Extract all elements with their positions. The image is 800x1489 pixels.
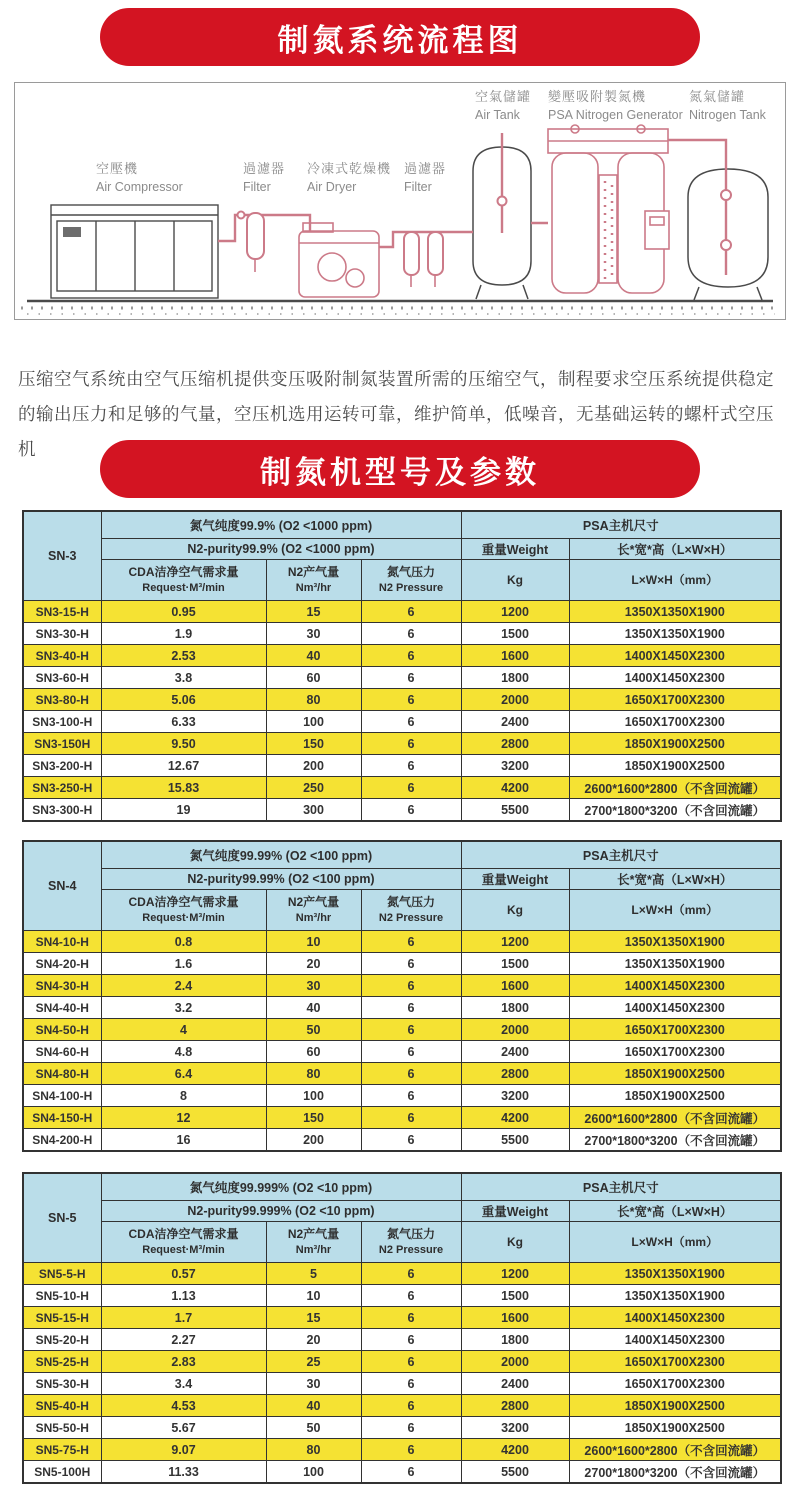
value-cell: 10 bbox=[266, 1285, 361, 1307]
model-cell: SN5-100H bbox=[23, 1461, 101, 1484]
table-row bbox=[23, 953, 781, 975]
table-row bbox=[23, 1041, 781, 1063]
value-cell: 6 bbox=[361, 623, 461, 645]
table-row bbox=[23, 667, 781, 689]
model-cell: SN5-75-H bbox=[23, 1439, 101, 1461]
value-cell: 15 bbox=[266, 1307, 361, 1329]
model-cell: SN3-150H bbox=[23, 733, 101, 755]
value-cell: 1350X1350X1900 bbox=[569, 1285, 781, 1307]
purity-en-header: N2-purity99.9% (O2 <1000 ppm) bbox=[101, 539, 461, 560]
series-name: SN-3 bbox=[23, 511, 101, 601]
value-cell: 1800 bbox=[461, 997, 569, 1019]
value-cell: 1500 bbox=[461, 953, 569, 975]
table-row bbox=[23, 1063, 781, 1085]
value-cell: 25 bbox=[266, 1351, 361, 1373]
spec-table-sn5 bbox=[22, 1172, 782, 1484]
value-cell: 2600*1600*2800（不含回流罐） bbox=[569, 777, 781, 799]
model-cell: SN3-60-H bbox=[23, 667, 101, 689]
value-cell: 1400X1450X2300 bbox=[569, 997, 781, 1019]
value-cell: 1200 bbox=[461, 931, 569, 953]
model-cell: SN4-200-H bbox=[23, 1129, 101, 1152]
value-cell: 1400X1450X2300 bbox=[569, 645, 781, 667]
sn5-rows bbox=[23, 1263, 781, 1484]
value-cell: 8 bbox=[101, 1085, 266, 1107]
value-cell: 80 bbox=[266, 1439, 361, 1461]
value-cell: 4200 bbox=[461, 1439, 569, 1461]
model-cell: SN4-100-H bbox=[23, 1085, 101, 1107]
flow-diagram-banner bbox=[100, 8, 700, 66]
value-cell: 10 bbox=[266, 931, 361, 953]
value-cell: 6 bbox=[361, 1373, 461, 1395]
model-cell: SN4-40-H bbox=[23, 997, 101, 1019]
model-cell: SN3-300-H bbox=[23, 799, 101, 822]
value-cell: 1800 bbox=[461, 1329, 569, 1351]
value-cell: 4 bbox=[101, 1019, 266, 1041]
model-cell: SN5-40-H bbox=[23, 1395, 101, 1417]
value-cell: 250 bbox=[266, 777, 361, 799]
value-cell: 60 bbox=[266, 1041, 361, 1063]
nitrogen-tank-drawing bbox=[688, 169, 768, 300]
value-cell: 2.83 bbox=[101, 1351, 266, 1373]
value-cell: 6 bbox=[361, 755, 461, 777]
value-cell: 1200 bbox=[461, 1263, 569, 1285]
value-cell: 100 bbox=[266, 711, 361, 733]
model-cell: SN4-50-H bbox=[23, 1019, 101, 1041]
value-cell: 6.33 bbox=[101, 711, 266, 733]
air-dryer-label-en: Air Dryer bbox=[307, 180, 357, 194]
cda-header: CDA洁净空气需求量 Request·M³/min bbox=[101, 560, 266, 601]
value-cell: 3.2 bbox=[101, 997, 266, 1019]
value-cell: 2.53 bbox=[101, 645, 266, 667]
value-cell: 1800 bbox=[461, 667, 569, 689]
table-row bbox=[23, 1439, 781, 1461]
system-description: 压缩空气系统由空气压缩机提供变压吸附制氮装置所需的压缩空气，制程要求空压系统提供稳定的输出压力和足够的气量，空压机选用运转可靠，维护简单，低噪音，无基础运转的螺杆式空压机 bbox=[18, 368, 774, 459]
purity-en-header: N2-purity99.99% (O2 <100 ppm) bbox=[101, 869, 461, 890]
value-cell: 1400X1450X2300 bbox=[569, 667, 781, 689]
psa-generator-drawing bbox=[548, 125, 669, 293]
value-cell: 1850X1900X2500 bbox=[569, 1085, 781, 1107]
value-cell: 6 bbox=[361, 733, 461, 755]
value-cell: 1350X1350X1900 bbox=[569, 953, 781, 975]
value-cell: 6 bbox=[361, 1461, 461, 1484]
spec-table-sn4 bbox=[22, 840, 782, 1152]
value-cell: 100 bbox=[266, 1085, 361, 1107]
n2-pressure-header: 氮气压力 N2 Pressure bbox=[361, 1222, 461, 1263]
value-cell: 2700*1800*3200（不含回流罐） bbox=[569, 1129, 781, 1152]
value-cell: 6 bbox=[361, 1351, 461, 1373]
model-cell: SN5-30-H bbox=[23, 1373, 101, 1395]
value-cell: 6 bbox=[361, 689, 461, 711]
table-row bbox=[23, 931, 781, 953]
table-row bbox=[23, 1461, 781, 1484]
value-cell: 0.8 bbox=[101, 931, 266, 953]
model-cell: SN5-50-H bbox=[23, 1417, 101, 1439]
model-cell: SN4-150-H bbox=[23, 1107, 101, 1129]
value-cell: 6 bbox=[361, 711, 461, 733]
table-row bbox=[23, 1129, 781, 1152]
psa-generator-label-zh: 變壓吸附製氮機 bbox=[548, 89, 647, 104]
dims-header: 长*宽*高（L×W×H） bbox=[569, 869, 781, 890]
value-cell: 1650X1700X2300 bbox=[569, 1041, 781, 1063]
value-cell: 150 bbox=[266, 1107, 361, 1129]
value-cell: 6 bbox=[361, 1263, 461, 1285]
n2-output-header: N2产气量 Nm³/hr bbox=[266, 560, 361, 601]
value-cell: 2000 bbox=[461, 1351, 569, 1373]
value-cell: 5.06 bbox=[101, 689, 266, 711]
value-cell: 2400 bbox=[461, 1373, 569, 1395]
value-cell: 3.8 bbox=[101, 667, 266, 689]
lwh-header: L×W×H（mm） bbox=[569, 1222, 781, 1263]
table-row bbox=[23, 1417, 781, 1439]
kg-header: Kg bbox=[461, 890, 569, 931]
value-cell: 1650X1700X2300 bbox=[569, 689, 781, 711]
value-cell: 2600*1600*2800（不含回流罐） bbox=[569, 1107, 781, 1129]
psa-size-header: PSA主机尺寸 bbox=[461, 1173, 781, 1201]
model-cell: SN3-30-H bbox=[23, 623, 101, 645]
value-cell: 1650X1700X2300 bbox=[569, 1373, 781, 1395]
value-cell: 1.13 bbox=[101, 1285, 266, 1307]
value-cell: 5 bbox=[266, 1263, 361, 1285]
value-cell: 6 bbox=[361, 1395, 461, 1417]
value-cell: 30 bbox=[266, 623, 361, 645]
value-cell: 80 bbox=[266, 689, 361, 711]
value-cell: 4200 bbox=[461, 777, 569, 799]
value-cell: 6 bbox=[361, 1019, 461, 1041]
value-cell: 2000 bbox=[461, 689, 569, 711]
air-dryer-label-zh: 冷凍式乾燥機 bbox=[307, 161, 392, 176]
models-params-banner bbox=[100, 440, 700, 498]
n2-pressure-header: 氮气压力 N2 Pressure bbox=[361, 560, 461, 601]
model-cell: SN5-25-H bbox=[23, 1351, 101, 1373]
value-cell: 1350X1350X1900 bbox=[569, 931, 781, 953]
value-cell: 150 bbox=[266, 733, 361, 755]
piping bbox=[218, 133, 726, 275]
model-cell: SN3-15-H bbox=[23, 601, 101, 623]
series-name: SN-4 bbox=[23, 841, 101, 931]
dims-header: 长*宽*高（L×W×H） bbox=[569, 539, 781, 560]
purity-zh-header: 氮气纯度99.9% (O2 <1000 ppm) bbox=[101, 511, 461, 539]
value-cell: 2800 bbox=[461, 733, 569, 755]
psa-size-header: PSA主机尺寸 bbox=[461, 511, 781, 539]
value-cell: 1350X1350X1900 bbox=[569, 1263, 781, 1285]
value-cell: 2800 bbox=[461, 1063, 569, 1085]
value-cell: 5500 bbox=[461, 799, 569, 822]
value-cell: 60 bbox=[266, 667, 361, 689]
value-cell: 6 bbox=[361, 931, 461, 953]
air-tank-label-zh: 空氣儲罐 bbox=[475, 89, 532, 104]
value-cell: 1.6 bbox=[101, 953, 266, 975]
table-row bbox=[23, 1395, 781, 1417]
table-row bbox=[23, 733, 781, 755]
table-row bbox=[23, 689, 781, 711]
value-cell: 6 bbox=[361, 975, 461, 997]
value-cell: 12 bbox=[101, 1107, 266, 1129]
n2-output-header: N2产气量 Nm³/hr bbox=[266, 1222, 361, 1263]
psa-size-header: PSA主机尺寸 bbox=[461, 841, 781, 869]
value-cell: 1400X1450X2300 bbox=[569, 975, 781, 997]
spec-table-sn3 bbox=[22, 510, 782, 822]
model-cell: SN3-200-H bbox=[23, 755, 101, 777]
value-cell: 3200 bbox=[461, 755, 569, 777]
air-compressor-drawing bbox=[51, 205, 218, 298]
value-cell: 1850X1900X2500 bbox=[569, 1395, 781, 1417]
value-cell: 0.57 bbox=[101, 1263, 266, 1285]
value-cell: 9.50 bbox=[101, 733, 266, 755]
value-cell: 6 bbox=[361, 953, 461, 975]
value-cell: 6 bbox=[361, 1107, 461, 1129]
value-cell: 1.9 bbox=[101, 623, 266, 645]
table-row bbox=[23, 755, 781, 777]
model-cell: SN5-20-H bbox=[23, 1329, 101, 1351]
n2-pressure-header: 氮气压力 N2 Pressure bbox=[361, 890, 461, 931]
value-cell: 2.27 bbox=[101, 1329, 266, 1351]
value-cell: 15 bbox=[266, 601, 361, 623]
table-row bbox=[23, 623, 781, 645]
value-cell: 1850X1900X2500 bbox=[569, 1417, 781, 1439]
table-row bbox=[23, 799, 781, 822]
value-cell: 5.67 bbox=[101, 1417, 266, 1439]
value-cell: 1600 bbox=[461, 645, 569, 667]
cda-header: CDA洁净空气需求量 Request·M³/min bbox=[101, 890, 266, 931]
weight-header: 重量Weight bbox=[461, 1201, 569, 1222]
value-cell: 1400X1450X2300 bbox=[569, 1307, 781, 1329]
ground-line bbox=[21, 301, 779, 314]
psa-generator-label-en: PSA Nitrogen Generator bbox=[548, 108, 683, 122]
value-cell: 11.33 bbox=[101, 1461, 266, 1484]
table-row bbox=[23, 1019, 781, 1041]
value-cell: 6 bbox=[361, 1041, 461, 1063]
purity-en-header: N2-purity99.999% (O2 <10 ppm) bbox=[101, 1201, 461, 1222]
model-cell: SN4-20-H bbox=[23, 953, 101, 975]
value-cell: 1850X1900X2500 bbox=[569, 755, 781, 777]
filter1-label-en: Filter bbox=[243, 180, 271, 194]
value-cell: 6 bbox=[361, 1329, 461, 1351]
model-cell: SN3-40-H bbox=[23, 645, 101, 667]
air-dryer-drawing bbox=[299, 223, 379, 297]
value-cell: 40 bbox=[266, 997, 361, 1019]
kg-header: Kg bbox=[461, 1222, 569, 1263]
value-cell: 80 bbox=[266, 1063, 361, 1085]
table-row bbox=[23, 1373, 781, 1395]
value-cell: 6 bbox=[361, 1063, 461, 1085]
value-cell: 3.4 bbox=[101, 1373, 266, 1395]
value-cell: 16 bbox=[101, 1129, 266, 1152]
value-cell: 15.83 bbox=[101, 777, 266, 799]
value-cell: 6 bbox=[361, 1439, 461, 1461]
value-cell: 6 bbox=[361, 799, 461, 822]
value-cell: 6 bbox=[361, 1129, 461, 1152]
value-cell: 2400 bbox=[461, 1041, 569, 1063]
value-cell: 6 bbox=[361, 1285, 461, 1307]
model-cell: SN4-10-H bbox=[23, 931, 101, 953]
nitrogen-tank-label-zh: 氮氣儲罐 bbox=[689, 89, 746, 104]
value-cell: 30 bbox=[266, 1373, 361, 1395]
value-cell: 40 bbox=[266, 645, 361, 667]
value-cell: 1.7 bbox=[101, 1307, 266, 1329]
lwh-header: L×W×H（mm） bbox=[569, 560, 781, 601]
value-cell: 50 bbox=[266, 1019, 361, 1041]
series-name: SN-5 bbox=[23, 1173, 101, 1263]
value-cell: 4.8 bbox=[101, 1041, 266, 1063]
value-cell: 2600*1600*2800（不含回流罐） bbox=[569, 1439, 781, 1461]
value-cell: 200 bbox=[266, 1129, 361, 1152]
model-cell: SN3-250-H bbox=[23, 777, 101, 799]
flow-diagram-drawing bbox=[15, 83, 785, 317]
value-cell: 6 bbox=[361, 997, 461, 1019]
model-cell: SN4-30-H bbox=[23, 975, 101, 997]
value-cell: 1350X1350X1900 bbox=[569, 601, 781, 623]
value-cell: 1850X1900X2500 bbox=[569, 1063, 781, 1085]
cda-header: CDA洁净空气需求量 Request·M³/min bbox=[101, 1222, 266, 1263]
value-cell: 6 bbox=[361, 601, 461, 623]
air-compressor-label-en: Air Compressor bbox=[96, 180, 183, 194]
sn4-rows bbox=[23, 931, 781, 1152]
value-cell: 40 bbox=[266, 1395, 361, 1417]
model-cell: SN5-5-H bbox=[23, 1263, 101, 1285]
value-cell: 300 bbox=[266, 799, 361, 822]
value-cell: 4200 bbox=[461, 1107, 569, 1129]
value-cell: 1500 bbox=[461, 1285, 569, 1307]
n2-output-header: N2产气量 Nm³/hr bbox=[266, 890, 361, 931]
kg-header: Kg bbox=[461, 560, 569, 601]
value-cell: 3200 bbox=[461, 1417, 569, 1439]
value-cell: 1200 bbox=[461, 601, 569, 623]
dims-header: 长*宽*高（L×W×H） bbox=[569, 1201, 781, 1222]
value-cell: 3200 bbox=[461, 1085, 569, 1107]
value-cell: 20 bbox=[266, 1329, 361, 1351]
lwh-header: L×W×H（mm） bbox=[569, 890, 781, 931]
flow-diagram-title: 制氮系统流程图 bbox=[277, 22, 523, 58]
filter1-label-zh: 過濾器 bbox=[243, 161, 286, 176]
value-cell: 5500 bbox=[461, 1461, 569, 1484]
value-cell: 1400X1450X2300 bbox=[569, 1329, 781, 1351]
process-flow-diagram bbox=[14, 82, 786, 320]
value-cell: 6 bbox=[361, 645, 461, 667]
value-cell: 1500 bbox=[461, 623, 569, 645]
value-cell: 1600 bbox=[461, 975, 569, 997]
table-row bbox=[23, 997, 781, 1019]
model-cell: SN5-15-H bbox=[23, 1307, 101, 1329]
table-row bbox=[23, 1263, 781, 1285]
value-cell: 2800 bbox=[461, 1395, 569, 1417]
table-row bbox=[23, 1307, 781, 1329]
table-row bbox=[23, 1285, 781, 1307]
models-params-title: 制氮机型号及参数 bbox=[260, 454, 540, 490]
filter-2-drawing bbox=[404, 232, 443, 287]
model-cell: SN4-60-H bbox=[23, 1041, 101, 1063]
value-cell: 2000 bbox=[461, 1019, 569, 1041]
value-cell: 30 bbox=[266, 975, 361, 997]
value-cell: 1850X1900X2500 bbox=[569, 733, 781, 755]
air-tank-label-en: Air Tank bbox=[475, 108, 520, 122]
table-row bbox=[23, 601, 781, 623]
filter-1-drawing bbox=[247, 213, 264, 272]
model-cell: SN3-80-H bbox=[23, 689, 101, 711]
value-cell: 200 bbox=[266, 755, 361, 777]
value-cell: 5500 bbox=[461, 1129, 569, 1152]
value-cell: 6 bbox=[361, 1307, 461, 1329]
nitrogen-tank-label-en: Nitrogen Tank bbox=[689, 108, 766, 122]
table-row bbox=[23, 711, 781, 733]
table-row bbox=[23, 1085, 781, 1107]
table-row bbox=[23, 975, 781, 997]
filter2-label-en: Filter bbox=[404, 180, 432, 194]
value-cell: 4.53 bbox=[101, 1395, 266, 1417]
value-cell: 0.95 bbox=[101, 601, 266, 623]
value-cell: 12.67 bbox=[101, 755, 266, 777]
value-cell: 6 bbox=[361, 1417, 461, 1439]
value-cell: 50 bbox=[266, 1417, 361, 1439]
purity-zh-header: 氮气纯度99.999% (O2 <10 ppm) bbox=[101, 1173, 461, 1201]
value-cell: 1350X1350X1900 bbox=[569, 623, 781, 645]
purity-zh-header: 氮气纯度99.99% (O2 <100 ppm) bbox=[101, 841, 461, 869]
value-cell: 6 bbox=[361, 1085, 461, 1107]
value-cell: 2700*1800*3200（不含回流罐） bbox=[569, 799, 781, 822]
table-row bbox=[23, 1107, 781, 1129]
value-cell: 2700*1800*3200（不含回流罐） bbox=[569, 1461, 781, 1484]
value-cell: 20 bbox=[266, 953, 361, 975]
value-cell: 6 bbox=[361, 777, 461, 799]
value-cell: 2400 bbox=[461, 711, 569, 733]
value-cell: 6 bbox=[361, 667, 461, 689]
table-row bbox=[23, 1351, 781, 1373]
model-cell: SN5-10-H bbox=[23, 1285, 101, 1307]
value-cell: 19 bbox=[101, 799, 266, 822]
value-cell: 100 bbox=[266, 1461, 361, 1484]
value-cell: 6.4 bbox=[101, 1063, 266, 1085]
weight-header: 重量Weight bbox=[461, 539, 569, 560]
value-cell: 2.4 bbox=[101, 975, 266, 997]
sn3-rows bbox=[23, 601, 781, 822]
model-cell: SN3-100-H bbox=[23, 711, 101, 733]
table-row bbox=[23, 1329, 781, 1351]
value-cell: 1650X1700X2300 bbox=[569, 1019, 781, 1041]
value-cell: 1650X1700X2300 bbox=[569, 711, 781, 733]
weight-header: 重量Weight bbox=[461, 869, 569, 890]
value-cell: 1650X1700X2300 bbox=[569, 1351, 781, 1373]
filter2-label-zh: 過濾器 bbox=[404, 161, 447, 176]
value-cell: 9.07 bbox=[101, 1439, 266, 1461]
air-compressor-label-zh: 空壓機 bbox=[96, 161, 139, 176]
table-row bbox=[23, 645, 781, 667]
value-cell: 1600 bbox=[461, 1307, 569, 1329]
model-cell: SN4-80-H bbox=[23, 1063, 101, 1085]
table-row bbox=[23, 777, 781, 799]
